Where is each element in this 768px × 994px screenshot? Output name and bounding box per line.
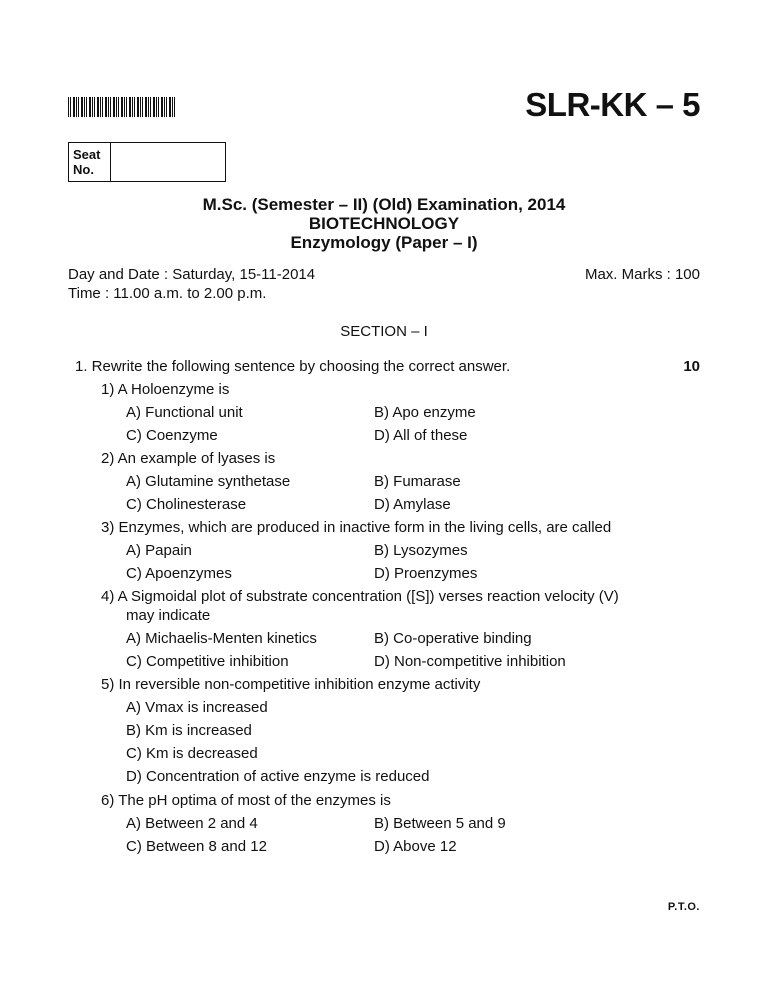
mcq-question-4-cont: may indicate xyxy=(126,607,211,624)
mcq-option-5d: D) Concentration of active enzyme is reduced xyxy=(126,768,430,785)
section-heading: SECTION – I xyxy=(340,323,428,340)
mcq-option-3d: D) Proenzymes xyxy=(374,565,478,582)
mcq-option-4d: D) Non-competitive inhibition xyxy=(374,653,566,670)
mcq-question-6: 6) The pH optima of most of the enzymes is xyxy=(101,792,391,809)
max-marks: Max. Marks : 100 xyxy=(584,266,700,283)
mcq-question-1: 1) A Holoenzyme is xyxy=(101,381,230,398)
mcq-option-4c: C) Competitive inhibition xyxy=(126,653,289,670)
mcq-question-5: 5) In reversible non-competitive inhibition enzyme activity xyxy=(101,676,481,693)
please-turn-over: P.T.O. xyxy=(667,901,700,913)
seat-label: Seat No. xyxy=(69,143,111,181)
exam-time: Time : 11.00 a.m. to 2.00 p.m. xyxy=(68,285,267,302)
mcq-option-1b: B) Apo enzyme xyxy=(374,404,476,421)
mcq-option-4b: B) Co-operative binding xyxy=(374,630,532,647)
mcq-option-1d: D) All of these xyxy=(374,427,468,444)
subject-title: BIOTECHNOLOGY xyxy=(308,214,460,233)
mcq-option-5c: C) Km is decreased xyxy=(126,745,258,762)
seat-number-box xyxy=(68,142,226,182)
mcq-option-1c: C) Coenzyme xyxy=(126,427,218,444)
mcq-option-3a: A) Papain xyxy=(126,542,192,559)
mcq-option-2d: D) Amylase xyxy=(374,496,451,513)
mcq-option-6a: A) Between 2 and 4 xyxy=(126,815,258,832)
mcq-option-6d: D) Above 12 xyxy=(374,838,457,855)
seat-number-field[interactable] xyxy=(111,143,225,181)
question-marks: 10 xyxy=(683,358,700,375)
exam-title: M.Sc. (Semester – II) (Old) Examination, 2014 xyxy=(202,195,566,214)
mcq-option-3c: C) Apoenzymes xyxy=(126,565,232,582)
day-date: Day and Date : Saturday, 15-11-2014 xyxy=(68,266,316,283)
question-text: 1. Rewrite the following sentence by choosing the correct answer. xyxy=(75,358,511,375)
mcq-option-5a: A) Vmax is increased xyxy=(126,699,268,716)
mcq-option-6c: C) Between 8 and 12 xyxy=(126,838,267,855)
paper-code: SLR-KK – 5 xyxy=(525,86,700,123)
mcq-option-6b: B) Between 5 and 9 xyxy=(374,815,506,832)
mcq-question-3: 3) Enzymes, which are produced in inactive form in the living cells, are called xyxy=(101,519,612,536)
mcq-option-2c: C) Cholinesterase xyxy=(126,496,247,513)
mcq-question-2: 2) An example of lyases is xyxy=(101,450,276,467)
mcq-option-5b: B) Km is increased xyxy=(126,722,252,739)
mcq-option-2b: B) Fumarase xyxy=(374,473,461,490)
mcq-option-2a: A) Glutamine synthetase xyxy=(126,473,291,490)
mcq-option-3b: B) Lysozymes xyxy=(374,542,468,559)
mcq-option-4a: A) Michaelis-Menten kinetics xyxy=(126,630,317,647)
mcq-option-1a: A) Functional unit xyxy=(126,404,243,421)
barcode-image xyxy=(68,97,176,117)
mcq-question-4: 4) A Sigmoidal plot of substrate concentration ([S]) verses reaction velocity (V) xyxy=(101,588,619,605)
paper-title: Enzymology (Paper – I) xyxy=(290,233,478,252)
